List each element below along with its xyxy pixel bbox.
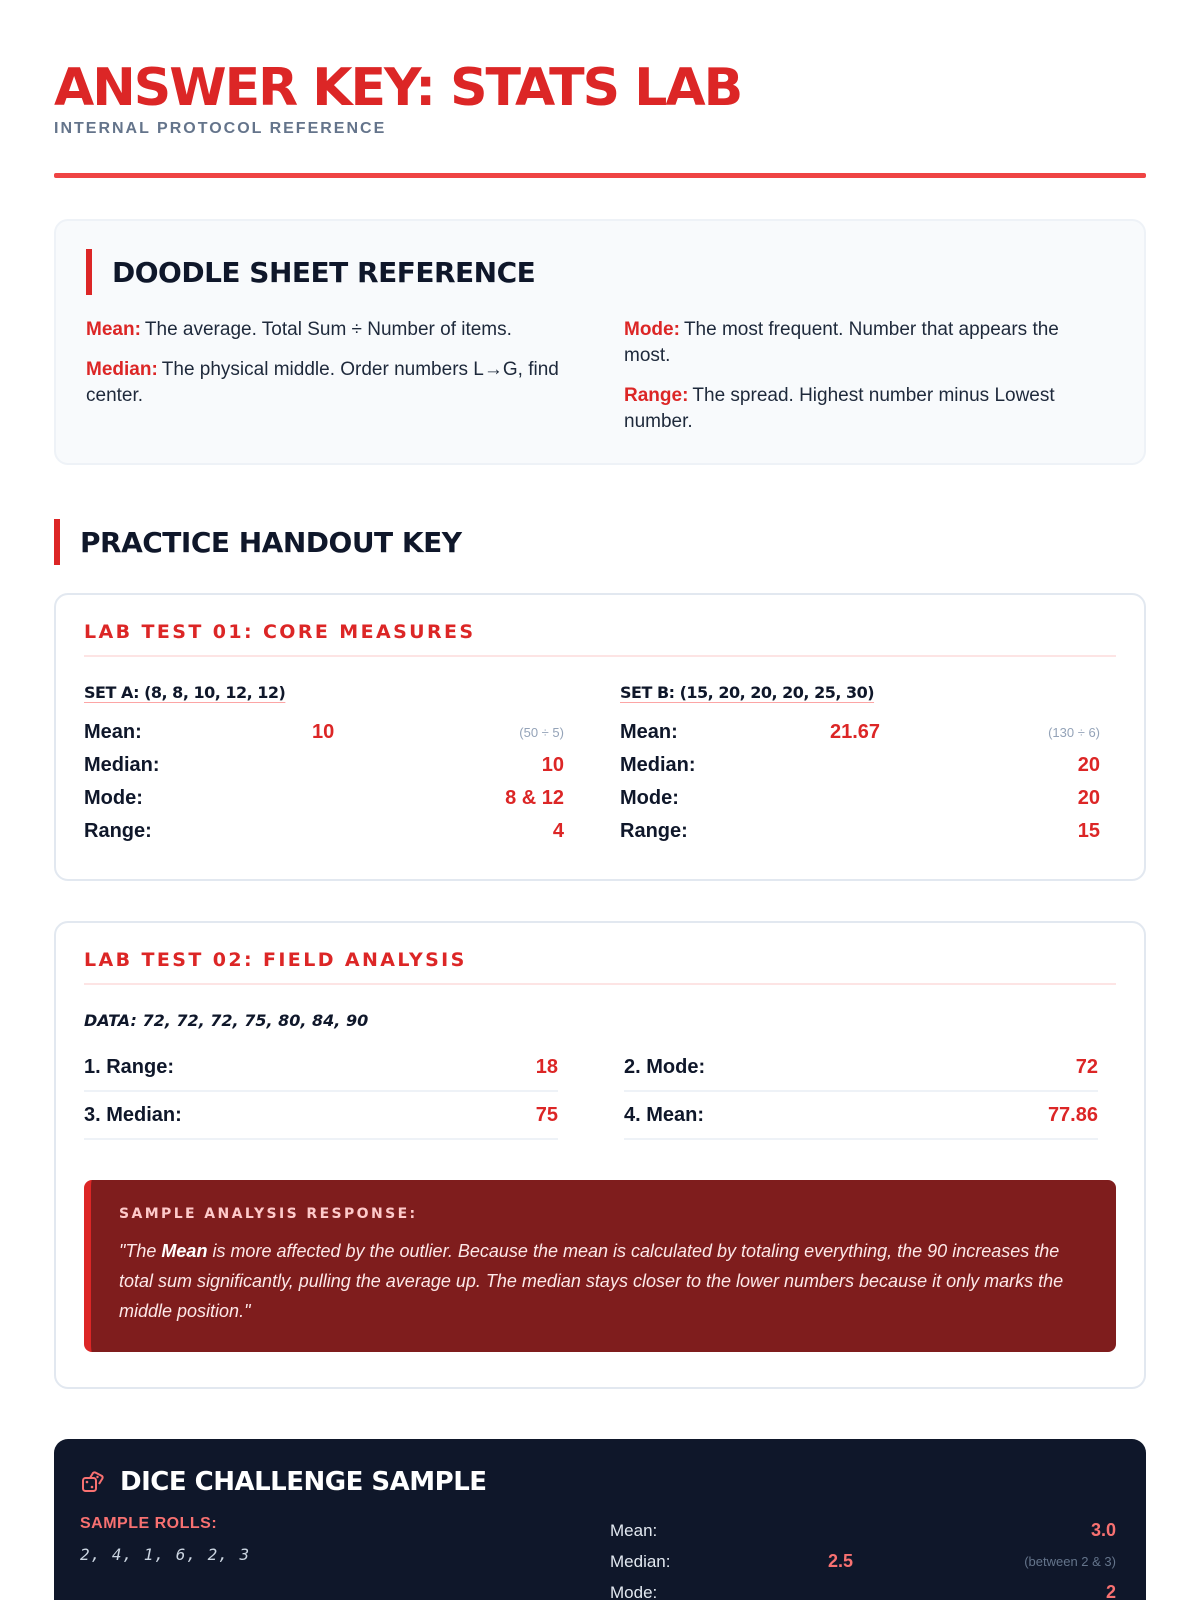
- answer-range: [84, 1044, 558, 1092]
- row-label: Mean:: [610, 1520, 658, 1540]
- reference-term: Mode:: [624, 319, 680, 340]
- answer-value: 18: [535, 1055, 558, 1078]
- mode-value: 20: [1077, 787, 1100, 809]
- dice-challenge-card: [54, 1439, 1146, 1600]
- lab-test-01-card: [54, 593, 1146, 881]
- mean-note: (130 ÷ 6): [1048, 725, 1100, 740]
- practice-heading: [54, 519, 462, 565]
- sets-grid: [84, 683, 1116, 848]
- set-b: [620, 683, 1100, 848]
- row-label: Mode:: [610, 1582, 658, 1600]
- mean-row: [620, 716, 1100, 749]
- reference-item-range: [624, 383, 1110, 435]
- lab-test-02-card: [54, 921, 1146, 1389]
- data-label: DATA: 72, 72, 72, 75, 80, 84, 90: [84, 1011, 369, 1030]
- lab-test-01-title: LAB TEST 01: CORE MEASURES: [84, 621, 1116, 657]
- dice-title: DICE CHALLENGE SAMPLE: [120, 1467, 487, 1497]
- dice-body: [80, 1515, 1120, 1600]
- accent-bar: [54, 519, 60, 565]
- dice-mean-value: 3.0: [1090, 1520, 1116, 1540]
- set-label: SET B: (15, 20, 20, 20, 25, 30): [620, 683, 875, 702]
- page-header: [54, 58, 1146, 138]
- answer-label: 1. Range:: [84, 1055, 175, 1078]
- page-title: ANSWER KEY: STATS LAB: [54, 58, 742, 118]
- reference-definition: The average. Total Sum ÷ Number of items.: [144, 319, 512, 340]
- reference-item-median: [86, 357, 572, 409]
- row-label: Median:: [620, 754, 696, 776]
- mean-note: (50 ÷ 5): [519, 725, 564, 740]
- reference-heading: [86, 249, 1114, 295]
- dice-median-value: 2.5: [828, 1551, 854, 1571]
- row-label: Mode:: [84, 787, 143, 809]
- answers-grid: [84, 1044, 1116, 1140]
- range-value: 4: [552, 820, 564, 842]
- row-label: Median:: [610, 1551, 671, 1571]
- reference-definition: The most frequent. Number that appears the most.: [624, 319, 1059, 366]
- accent-bar: [86, 249, 92, 295]
- answer-value: 75: [535, 1103, 558, 1126]
- reference-grid: [86, 317, 1114, 449]
- range-row: [84, 815, 564, 848]
- response-text: [119, 1236, 1088, 1326]
- header-divider: [54, 173, 1146, 178]
- reference-title: DOODLE SHEET REFERENCE: [112, 255, 536, 289]
- median-row: [620, 749, 1100, 782]
- dice-mode-value: 2: [1105, 1582, 1116, 1600]
- answer-median: [84, 1092, 558, 1140]
- dice-mode-row: [610, 1577, 1116, 1600]
- dice-results: [610, 1515, 1116, 1600]
- reference-term: Mean:: [86, 319, 141, 340]
- mode-row: [620, 782, 1100, 815]
- reference-item-mode: [624, 317, 1110, 369]
- sample-analysis-response: [84, 1180, 1116, 1352]
- answer-label: 3. Median:: [84, 1103, 182, 1126]
- median-row: [84, 749, 564, 782]
- page-subtitle: INTERNAL PROTOCOL REFERENCE: [54, 120, 387, 137]
- row-label: Range:: [84, 820, 152, 842]
- dice-icon: [80, 1469, 106, 1495]
- answer-label: 4. Mean:: [624, 1103, 705, 1126]
- answer-label: 2. Mode:: [624, 1055, 706, 1078]
- reference-term: Median:: [86, 359, 158, 380]
- dice-median-row: [610, 1546, 1116, 1577]
- row-label: Mode:: [620, 787, 679, 809]
- row-label: Mean:: [620, 721, 678, 743]
- answer-mode: [624, 1044, 1098, 1092]
- set-a: [84, 683, 564, 848]
- response-label: SAMPLE ANALYSIS RESPONSE:: [119, 1206, 418, 1222]
- row-label: Range:: [620, 820, 688, 842]
- mode-value: 8 & 12: [505, 787, 564, 809]
- answer-value: 72: [1075, 1055, 1098, 1078]
- practice-title: PRACTICE HANDOUT KEY: [80, 525, 462, 559]
- row-label: Mean:: [84, 721, 142, 743]
- mode-row: [84, 782, 564, 815]
- mean-value: 10: [312, 721, 335, 743]
- range-row: [620, 815, 1100, 848]
- response-emphasis: Mean: [161, 1241, 208, 1261]
- mean-row: [84, 716, 564, 749]
- mean-value: 21.67: [830, 721, 881, 743]
- reference-column-right: [624, 317, 1110, 449]
- reference-definition: The physical middle. Order numbers L→G, find center.: [86, 359, 559, 406]
- doodle-sheet-reference-card: [54, 219, 1146, 465]
- lab-test-02-title: LAB TEST 02: FIELD ANALYSIS: [84, 949, 1116, 985]
- median-value: 20: [1077, 754, 1100, 776]
- rolls-values: 2, 4, 1, 6, 2, 3: [80, 1545, 251, 1564]
- set-label: SET A: (8, 8, 10, 12, 12): [84, 683, 286, 702]
- rolls-label: SAMPLE ROLLS:: [80, 1515, 218, 1532]
- row-label: Median:: [84, 754, 160, 776]
- dice-median-note: (between 2 & 3): [1024, 1554, 1116, 1569]
- reference-item-mean: [86, 317, 572, 343]
- reference-column-left: [86, 317, 572, 449]
- reference-definition: The spread. Highest number minus Lowest number.: [624, 385, 1055, 432]
- response-text-end: is more affected by the outlier. Because the mean is calculated by totaling everything, the 90 increases the total sum significantly, pulling the average up. The median stays closer to the lower numbers because it only marks the middle position.": [119, 1241, 1064, 1321]
- dice-heading: [80, 1467, 1120, 1497]
- dice-mean-row: [610, 1515, 1116, 1546]
- response-text-start: "The: [119, 1241, 162, 1261]
- reference-term: Range:: [624, 385, 689, 406]
- dice-rolls: [80, 1515, 610, 1600]
- answer-mean: [624, 1092, 1098, 1140]
- answer-value: 77.86: [1047, 1103, 1098, 1126]
- range-value: 15: [1077, 820, 1100, 842]
- median-value: 10: [541, 754, 564, 776]
